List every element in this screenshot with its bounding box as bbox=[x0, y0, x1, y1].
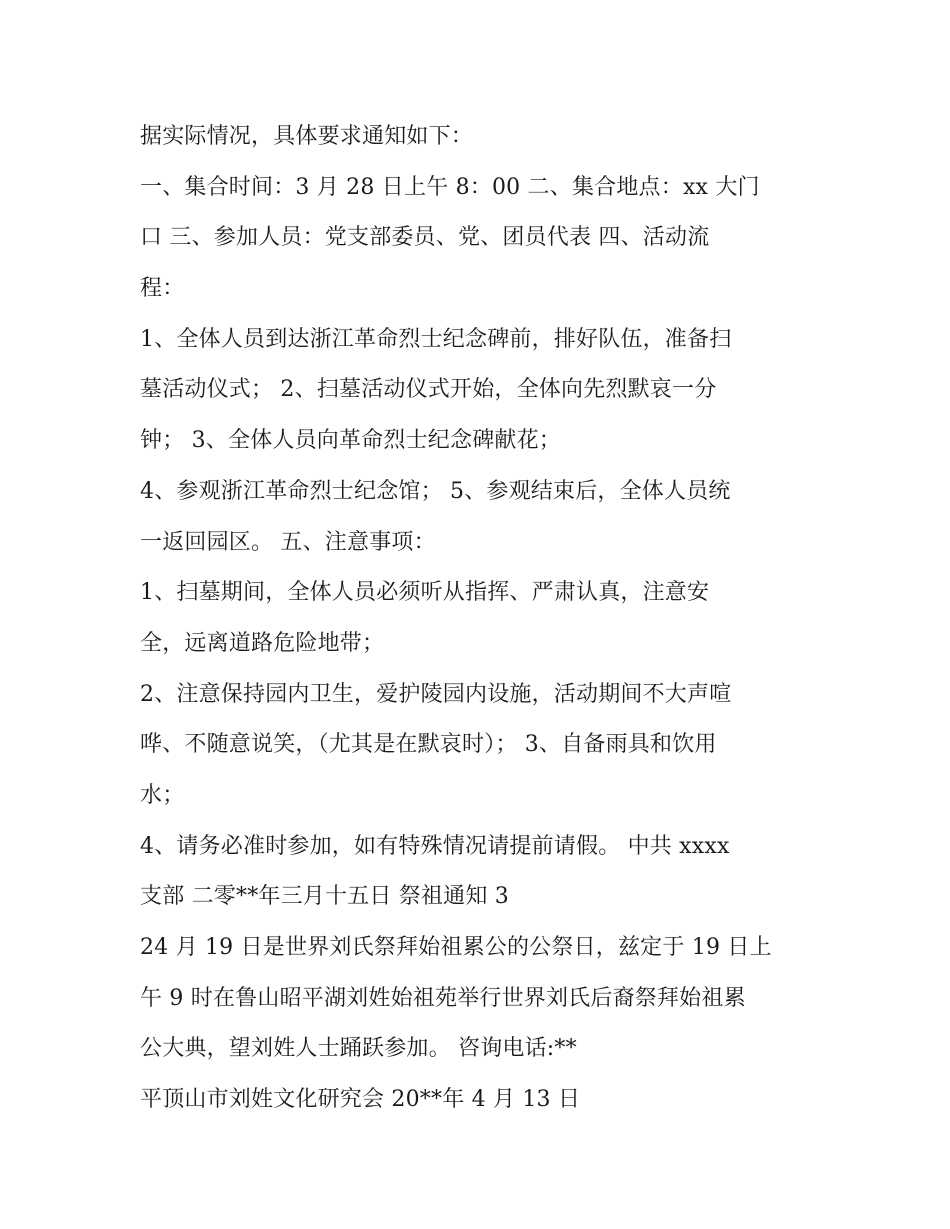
text-line: 公大典，望刘姓人士踊跃参加。 咨询电话:** bbox=[140, 1036, 577, 1062]
text-line: 1、全体人员到达浙江革命烈士纪念碑前，排好队伍，准备扫 bbox=[140, 326, 732, 352]
text-line: 2、注意保持园内卫生，爱护陵园内设施，活动期间不大声喧 bbox=[140, 681, 732, 707]
text-line: 4、参观浙江革命烈士纪念馆； 5、参观结束后，全体人员统 bbox=[140, 478, 731, 504]
text-line: 哗、不随意说笑，（尤其是在默哀时）； 3、自备雨具和饮用 bbox=[140, 732, 717, 758]
text-line: 4、请务必准时参加，如有特殊情况请提前请假。 中共 xxxx bbox=[140, 833, 730, 859]
text-line: 一、集合时间：3 月 28 日上午 8：00 二、集合地点：xx 大门 bbox=[140, 174, 760, 200]
text-line: 支部 二零**年三月十五日 祭祖通知 3 bbox=[140, 884, 509, 910]
text-line: 据实际情况，具体要求通知如下： bbox=[140, 124, 474, 149]
text-line: 钟； 3、全体人员向革命烈士纪念碑献花； bbox=[140, 428, 561, 454]
document-body bbox=[140, 112, 820, 1126]
text-line: 口 三、参加人员：党支部委员、党、团员代表 四、活动流 bbox=[140, 225, 710, 251]
text-line: 1、扫墓期间，全体人员必须听从指挥、严肃认真，注意安 bbox=[140, 580, 710, 606]
text-line: 程： bbox=[140, 276, 185, 302]
text-line: 墓活动仪式； 2、扫墓活动仪式开始，全体向先烈默哀一分 bbox=[140, 377, 717, 403]
text-line: 平顶山市刘姓文化研究会 20**年 4 月 13 日 bbox=[140, 1087, 581, 1113]
text-line: 一返回园区。 五、注意事项： bbox=[140, 529, 436, 555]
text-line: 全，远离道路危险地带； bbox=[140, 630, 385, 656]
text-line: 午 9 时在鲁山昭平湖刘姓始祖苑举行世界刘氏后裔祭拜始祖累 bbox=[140, 985, 746, 1011]
text-line: 24 月 19 日是世界刘氏祭拜始祖累公的公祭日，兹定于 19 日上 bbox=[140, 935, 772, 960]
text-line: 水； bbox=[140, 782, 185, 808]
